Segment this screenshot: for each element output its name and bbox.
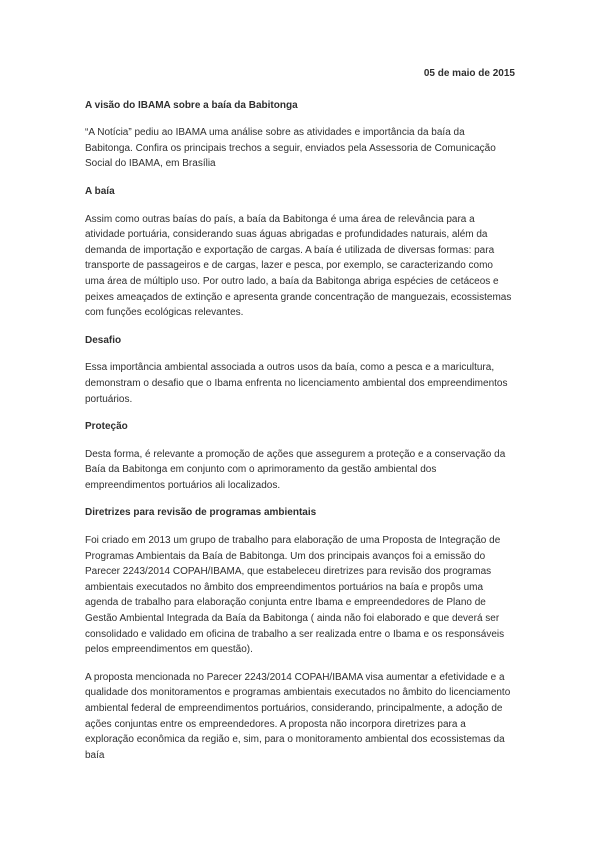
section-protecao xyxy=(85,419,515,493)
document-date: 05 de maio de 2015 xyxy=(423,68,515,79)
section-diretrizes xyxy=(85,505,515,763)
body-paragraph: Foi criado em 2013 um grupo de trabalho para elaboração de uma Proposta de Integração de Programas Ambientais da Baía de Babitonga. Um dos principais avanços foi a emissão do Parecer 2243/2014 COPAH/IBAMA, que estabeleceu diretrizes para revisão dos programas ambientais executados no âmbito dos empreendimentos portuários na baía e propôs uma agenda de trabalho para elaboração conjunta entre Ibama e empreendedores de Plano de Gestão Ambiental Integrada da Baía da Babitonga ( ainda não foi elaborado e que deverá ser consolidado e validado em oficina de trabalho a ser realizada entre o Ibama e os responsáveis pelos empreendimentos em questão). xyxy=(85,535,505,656)
section-a-baia xyxy=(85,184,515,321)
intro-paragraph: “A Notícia” pediu ao IBAMA uma análise sobre as atividades e importância da baía da Babitonga. Confira os principais trechos a seguir, enviados pela Assessoria de Comunicação Social do IBAMA, em Brasília xyxy=(85,127,496,170)
document-title: A visão do IBAMA sobre a baía da Babitonga xyxy=(85,99,298,111)
section-desafio xyxy=(85,333,515,407)
body-paragraph: Desta forma, é relevante a promoção de ações que assegurem a proteção e a conservação da Baía da Babitonga em conjunto com o aprimoramento da gestão ambiental dos empreendimentos portuários ali localizados. xyxy=(85,448,506,491)
body-paragraph: Assim como outras baías do país, a baía da Babitonga é uma área de relevância para a atividade portuária, considerando suas águas abrigadas e profundidades naturais, além da demanda de importação e exportação de cargas. A baía é utilizada de diversas formas: para transporte de passageiros e de cargas, lazer e pesca, por exemplo, se caracterizando como uma área de múltiplo uso. Por outro lado, a baía da Babitonga abriga espécies de cetáceos e peixes ameaçados de extinção e apresenta grande concentração de manguezais, ecossistemas com funções ecológicas relevantes. xyxy=(85,213,512,319)
body-paragraph: A proposta mencionada no Parecer 2243/2014 COPAH/IBAMA visa aumentar a efetividade e a qualidade dos monitoramentos e programas ambientais executados no âmbito do licenciamento ambiental federal de empreendimentos portuários, considerando, principalmente, a adoção de ações conjuntas entre os empreendedores. A proposta não incorpora diretrizes para a exploração econômica da região e, sim, para o monitoramento ambiental dos ecossistemas da baía xyxy=(85,671,511,761)
section-heading: Diretrizes para revisão de programas ambientais xyxy=(85,507,317,519)
section-heading: Desafio xyxy=(85,334,122,346)
section-heading: Proteção xyxy=(85,421,128,433)
section-heading: A baía xyxy=(85,185,115,197)
body-paragraph: Essa importância ambiental associada a outros usos da baía, como a pesca e a maricultura, demonstram o desafio que o Ibama enfrenta no licenciamento ambiental dos empreendimentos portuários. xyxy=(85,362,508,405)
